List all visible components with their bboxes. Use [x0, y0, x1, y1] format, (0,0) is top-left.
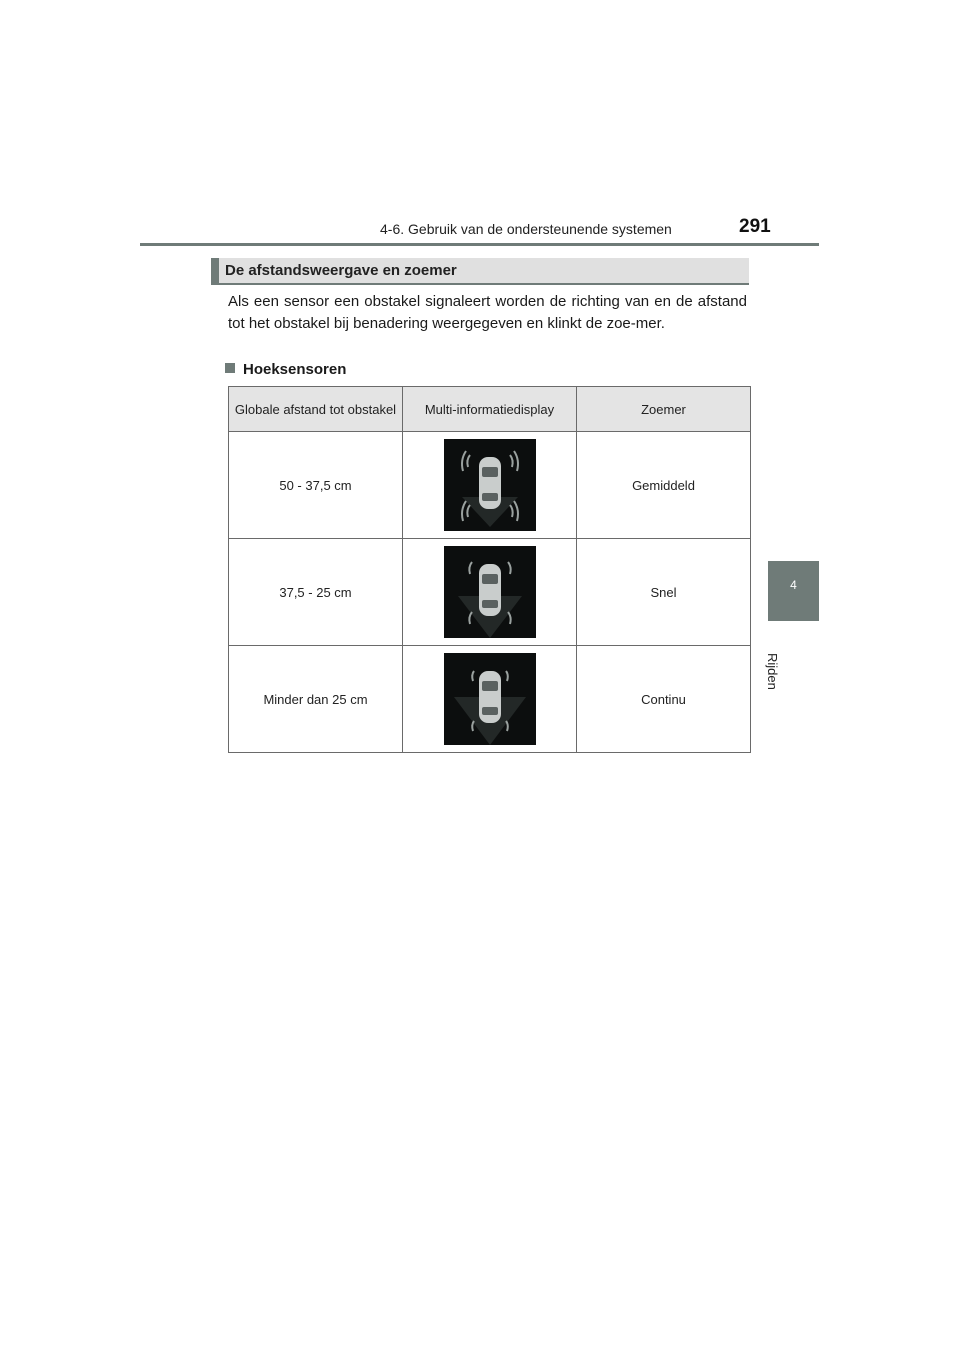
- intro-paragraph: Als een sensor een obstakel signaleert worden de richting van en de afstand tot het obstakel bij benadering weergegeven en klinkt de zoe-mer.: [228, 293, 747, 332]
- subheading: [225, 361, 346, 378]
- distance-cell: 37,5 - 25 cm: [229, 539, 403, 646]
- car-sensor-display-icon: [444, 439, 536, 531]
- distance-buzzer-table: [228, 386, 751, 753]
- display-cell: [403, 432, 577, 539]
- display-cell: [403, 646, 577, 753]
- buzzer-cell: Snel: [577, 539, 751, 646]
- table-header-row: [229, 387, 751, 432]
- distance-cell: Minder dan 25 cm: [229, 646, 403, 753]
- display-cell: [403, 539, 577, 646]
- page-number: 291: [739, 216, 771, 237]
- distance-cell: 50 - 37,5 cm: [229, 432, 403, 539]
- section-heading: De afstandsweergave en zoemer: [211, 258, 749, 285]
- header-divider: [140, 243, 819, 246]
- table-row: [229, 646, 751, 753]
- running-header-title: 4-6. Gebruik van de ondersteunende systemen: [380, 221, 672, 237]
- car-sensor-display-icon: [444, 546, 536, 638]
- chapter-tab: 4: [768, 561, 819, 621]
- table-row: [229, 539, 751, 646]
- square-bullet-icon: [225, 363, 235, 373]
- header-distance: Globale afstand tot obstakel: [229, 387, 403, 432]
- buzzer-cell: Continu: [577, 646, 751, 753]
- header-buzzer: Zoemer: [577, 387, 751, 432]
- subheading-label: Hoeksensoren: [243, 361, 347, 378]
- car-sensor-display-icon: [444, 653, 536, 745]
- table-row: [229, 432, 751, 539]
- chapter-tab-label: Rijden: [765, 653, 780, 690]
- header-display: Multi-informatiedisplay: [403, 387, 577, 432]
- buzzer-cell: Gemiddeld: [577, 432, 751, 539]
